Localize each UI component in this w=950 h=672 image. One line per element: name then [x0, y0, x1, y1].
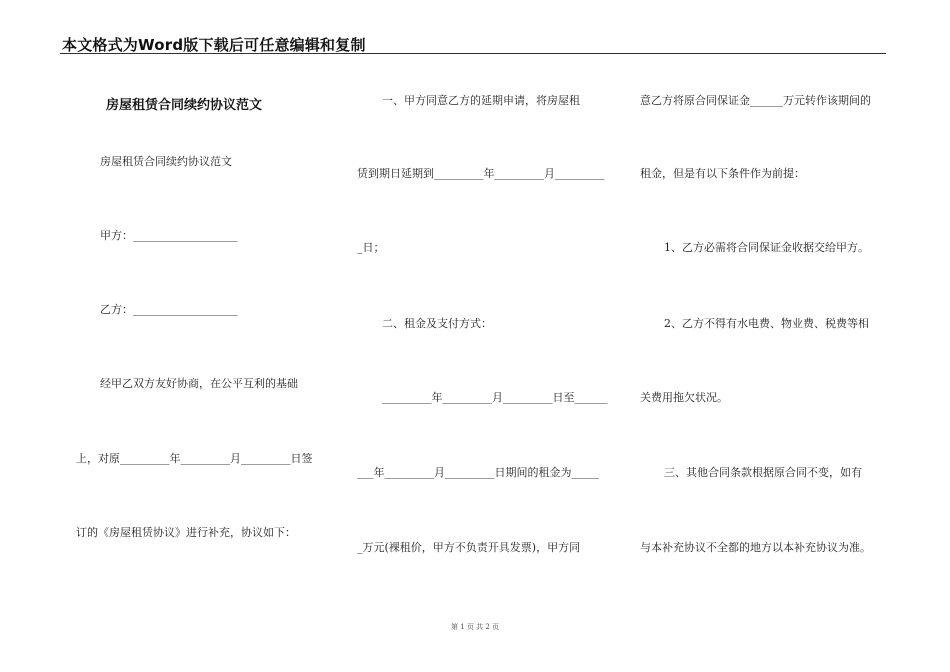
- column-left: [0, 0, 330, 672]
- paragraph-line: 与本补充协议不全都的地方以本补充协议为准。: [640, 541, 871, 554]
- paragraph-line: 经甲乙双方友好协商，在公平互利的基础: [100, 377, 298, 390]
- document-title: 房屋租赁合同续约协议范文: [106, 98, 263, 113]
- paragraph-line: 租金，但是有以下条件作为前提：: [640, 167, 805, 180]
- page-number: 第 1 页 共 2 页: [450, 623, 500, 631]
- paragraph-line: _________年_________月_________日至______: [382, 391, 608, 404]
- paragraph-line: ___年_________月_________日期间的租金为_____: [357, 466, 599, 479]
- column-middle: [340, 0, 620, 672]
- section-heading: 二、租金及支付方式：: [382, 317, 492, 330]
- paragraph-line: 关费用拖欠状况。: [640, 391, 728, 404]
- paragraph-line: 房屋租赁合同续约协议范文: [100, 155, 232, 168]
- paragraph-line: 赁到期日延期到_________年_________月_________: [357, 167, 605, 180]
- party-b-line: 乙方：___________________: [100, 303, 238, 316]
- paragraph-line: 三、其他合同条款根据原合同不变，如有: [664, 466, 862, 479]
- page-header-title: 本文格式为Word版下载后可任意编辑和复制: [62, 36, 366, 54]
- paragraph-line: 意乙方将原合同保证金______万元转作该期间的: [640, 94, 871, 107]
- paragraph-line: 订的《房屋租赁协议》进行补充，协议如下：: [76, 526, 296, 539]
- list-item: 2、乙方不得有水电费、物业费、税费等相: [664, 317, 869, 330]
- paragraph-line: _万元(裸租价，甲方不负责开具发票)，甲方同: [357, 541, 581, 554]
- column-right: [630, 0, 950, 672]
- party-a-line: 甲方：___________________: [100, 229, 238, 242]
- paragraph-line: 一、甲方同意乙方的延期申请，将房屋租: [382, 94, 580, 107]
- list-item: 1、乙方必需将合同保证金收据交给甲方。: [664, 241, 869, 254]
- paragraph-line: _日；: [357, 241, 385, 254]
- paragraph-line: 上，对原_________年_________月_________日签: [76, 452, 313, 465]
